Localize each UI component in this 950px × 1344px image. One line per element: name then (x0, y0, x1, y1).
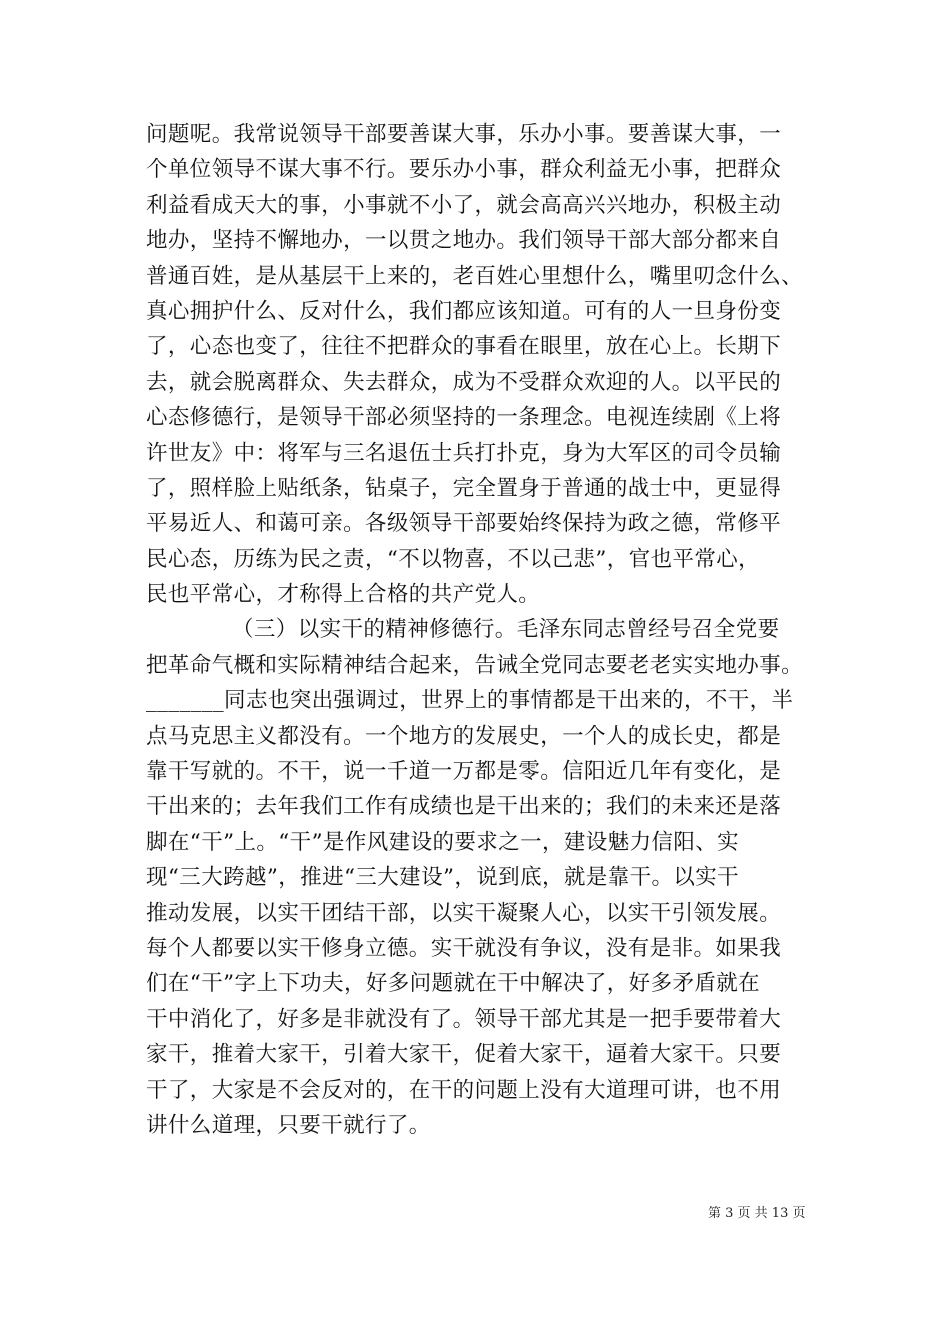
text-line: 民也平常心，才称得上合格的共产党人。 (146, 582, 541, 608)
text-line: 点马克思主义都没有。一个地方的发展史，一个人的成长史，都是 (146, 723, 782, 749)
text-line: 讲什么道理，只要干就行了。 (146, 1112, 431, 1138)
text-line: 们在“干”字上下功夫，好多问题就在干中解决了，好多矛盾就在 (146, 971, 761, 997)
text-line: 干中消化了，好多是非就没有了。领导干部尤其是一把手要带着大 (146, 1006, 782, 1032)
text-line: 许世友》中：将军与三名退伍士兵打扑克，身为大军区的司令员输 (146, 440, 782, 466)
text-line: 把革命气概和实际精神结合起来，告诫全党同志要老老实实地办事。 (146, 652, 804, 678)
document-body (146, 117, 816, 1143)
text-line: 家干，推着大家干，引着大家干，促着大家干，逼着大家干。只要 (146, 1042, 782, 1068)
section-heading-line: （三）以实干的精神修德行。毛泽东同志曾经号召全党要 (232, 617, 780, 643)
text-line: _______同志也突出强调过，世界上的事情都是干出来的，不干，半 (146, 688, 794, 714)
text-line: 靠干写就的。不干，说一千道一万都是零。信阳近几年有变化，是 (146, 759, 782, 785)
text-line: 个单位领导不谋大事不行。要乐办小事，群众利益无小事，把群众 (146, 157, 782, 183)
text-line: 推动发展，以实干团结干部，以实干凝聚人心，以实干引领发展。 (146, 900, 782, 926)
text-line: 问题呢。我常说领导干部要善谋大事，乐办小事。要善谋大事，一 (146, 122, 782, 147)
text-line: 地办，坚持不懈地办，一以贯之地办。我们领导干部大部分都来自 (146, 228, 782, 254)
text-line: 利益看成天大的事，小事就不小了，就会高高兴兴地办，积极主动 (146, 192, 782, 218)
text-line: 普通百姓，是从基层干上来的，老百姓心里想什么，嘴里叨念什么、 (146, 263, 804, 289)
text-line: 去，就会脱离群众、失去群众，成为不受群众欢迎的人。以平民的 (146, 369, 782, 395)
text-line: 民心态，历练为民之责，“不以物喜，不以己悲”，官也平常心， (146, 546, 761, 572)
text-line: 真心拥护什么、反对什么，我们都应该知道。可有的人一旦身份变 (146, 298, 782, 324)
page-number-footer: 第 3 页 共 13 页 (708, 1206, 806, 1221)
text-line: 心态修德行，是领导干部必须坚持的一条理念。电视连续剧《上将 (146, 405, 782, 431)
text-line: 现“三大跨越”，推进“三大建设”，说到底，就是靠干。以实干 (146, 865, 740, 891)
text-line: 平易近人、和蔼可亲。各级领导干部要始终保持为政之德，常修平 (146, 511, 782, 537)
text-line: 干出来的；去年我们工作有成绩也是干出来的；我们的未来还是落 (146, 794, 782, 820)
text-line: 脚在“干”上。“干”是作风建设的要求之一，建设魅力信阳、实 (146, 829, 740, 855)
text-line: 每个人都要以实干修身立德。实干就没有争议，没有是非。如果我 (146, 935, 782, 961)
text-line: 了，照样脸上贴纸条，钻桌子，完全置身于普通的战士中，更显得 (146, 475, 782, 501)
text-line: 干了，大家是不会反对的，在干的问题上没有大道理可讲，也不用 (146, 1077, 782, 1103)
text-line: 了，心态也变了，往往不把群众的事看在眼里，放在心上。长期下 (146, 334, 782, 360)
